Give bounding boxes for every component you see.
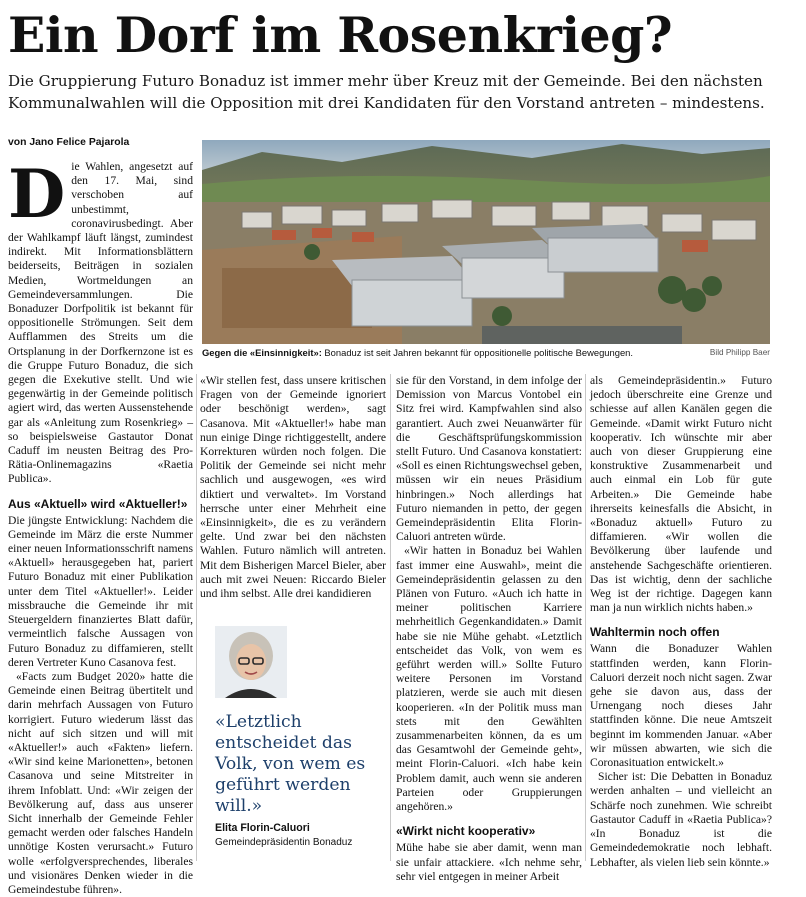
column-3-paragraph-1: sie für den Vorstand, in dem infolge der Demission von Marcus Vontobel ein Sitz frei wird. Kampfwahlen sind also garantiert. Auch zwei Neuanwärter für die Geschäftsprüfungskommission stellt Futuro. Und Casanova konstatiert: «Soll es einen Richtungswechsel geben, müssen wir ein neues Präsidium hinbringen.» Noch allerdings hat Futuro niemanden in petto, der gegen Gemeindepräsidentin Elita Florin-Caluori antreten würde. — [396, 374, 582, 544]
column-1-paragraph-1-text: ie Wahlen, angesetzt auf den 17. Mai, sind verschoben auf unbestimmt, coronavirusbedingt. Aber der Wahlkampf läuft längst, zumindest indirekt. Mit Informationsblättern beiderseits, Beiträgen in sozialen Medien, Wortmeldungen an Gemeindeversammlungen. Die Bonaduzer Dorfpolitik ist bekannt für oppositionelle Strömungen. Seit dem Aufflammen des Streits um die Ortsplanung in der Dorfkernzone ist es die Gruppe Futuro Bonaduz, die sich gegen die Exekutive stellt. Und wie gegenwärtig in der Gemeinde politisch agiert wird, das werten Aussenstehende gar als «Anleitung zum Rosenkrieg» – so beispielsweise Gastautor Donat Caduff im neusten Beitrag des Pro-Rätia-Onlinemagazins «Raetia Publica». — [8, 160, 193, 486]
column-divider — [585, 374, 586, 861]
column-4-paragraph-1: als Gemeindepräsidentin.» Futuro jedoch überschreite eine Grenze und schiesse auf allen Kanälen gegen die Gemeinde. «Damit wirkt Futuro nicht kooperativ. Ich wünschte mir aber auch von dieser Gruppierung eine konstruktive Zusammenarbeit und auch einmal ein Lob für gute Arbeiten.» Die Gemeinde habe ihrerseits keinesfalls die Absicht, in «Bonaduz aktuell» Futuro zu diffamieren. «Wir wollen die Bevölkerung über laufende und anstehende Sachgeschäfte orientieren. Das ist wichtig, denn der sachliche Weg ist der richtige. Dagegen kann man ja nun wirklich nichts haben.» — [590, 374, 772, 615]
photo-credit: Bild Philipp Baer — [709, 348, 770, 357]
photo-caption-text: Bonaduz ist seit Jahren bekannt für oppositionelle politische Bewegungen. — [321, 347, 633, 358]
village-aerial-photo — [202, 140, 770, 344]
column-3-paragraph-2: «Wir hatten in Bonaduz bei Wahlen fast immer eine Auswahl», meint die Gemeindepräsidentin gelassen zu den Plänen von Futuro. «Auch ich hatte in meiner politischen Karriere mehrheitlich Gegenkandidaten.» Damit habe sie nie Mühe gehabt. «Letztlich entscheidet das Volk, von wem es geführt werden will.» Sollte Futuro weitere Personen im Vorstand platzieren, werde sie auch mit diesen kooperieren. «In der Politik muss man stets mit den Gewählten zusammenarbeiten können, da es um das Gesamtwohl der Gemeinde geht», meint Florin-Caluori. «Ich habe kein Problem damit, auch wenn sie anderen Parteien oder Gruppierungen angehören.» — [396, 544, 582, 814]
lead-paragraph: Die Gruppierung Futuro Bonaduz ist immer mehr über Kreuz mit der Gemeinde. Bei den nächsten Kommunalwahlen will die Opposition mit drei Kandidaten für den Vorstand antreten – mindestens. — [8, 72, 765, 112]
article-column-3 — [396, 374, 582, 883]
photo-caption-bold: Gegen die «Einsinnigkeit»: — [202, 347, 322, 358]
quote-author: Elita Florin-Caluori — [215, 822, 310, 834]
author-portrait — [215, 626, 287, 698]
subheading-aktuell: Aus «Aktuell» wird «Aktueller!» — [8, 496, 188, 511]
column-divider — [390, 374, 391, 861]
subheading-wahltermin: Wahltermin noch offen — [590, 625, 720, 640]
column-1-paragraph-3: «Facts zum Budget 2020» hatte die Gemeinde einen Beitrag übertitelt und darin mehrfach Aussagen von Futuro korrigiert. Futuro wiederum lässt das nicht auf sich sitzen und will mit «Aktueller!» auch «Fakten» liefern. «Wir sind keine Marionetten», betonen Casanova und seine Mitstreiter in ihrem Infoblatt. Und: «Wir zeigen der Bevölkerung auf, dass aus unserer Sicht innerhalb der Gemeinde Fehler gemacht werden oder falsches Handeln unnötige Kosten verursacht.» Futuro wolle «erfolgversprechendes, liberales und visionäres Denken wieder in die Gemeindestube führen». — [8, 669, 193, 896]
article-column-2 — [200, 374, 386, 618]
article-column-4 — [590, 374, 772, 869]
quote-author-role: Gemeindepräsidentin Bonaduz — [215, 837, 353, 848]
column-2-paragraph-1: «Wir stellen fest, dass unsere kritischen Fragen von der Gemeinde ignoriert oder beschönigt werden», sagt Casanova. Mit «Aktueller!» habe man nun einige Dinge richtiggestellt, andere Korrekturen würden noch folgen. Die Politik der Gemeinde sei nicht mehr sachlich und ausgewogen, «es wird diktiert und verwaltet». Im Vorstand herrsche unter einer Mehrheit eine «Einsinnigkeit», die es zu verändern gelte. Und zwar bei den nächsten Wahlen. Futuro nämlich will antreten. Mit dem Bisherigen Marcel Bieler, aber auch mit zwei Neuen: Riccardo Bieler und ihm selbst. Alle drei kandidieren — [200, 374, 386, 601]
column-4-paragraph-3: Sicher ist: Die Debatten in Bonaduz werden anhalten – und vielleicht an Schärfe noch zunehmen. Wie schreibt Gastautor Caduff in «Raetia Publica»? «In Bonaduz ist die Gemeindedemokratie noch lebhaft. Lebhafter, als vielen lieb sein könnte.» — [590, 770, 772, 869]
headline: Ein Dorf im Rosenkrieg? — [8, 6, 673, 64]
photo-caption — [202, 347, 672, 359]
drop-cap: D — [8, 155, 66, 233]
column-divider — [196, 374, 197, 861]
byline: von Jano Felice Pajarola — [8, 137, 130, 148]
column-1-paragraph-1 — [8, 155, 193, 487]
pull-quote: «Letztlich entscheidet das Volk, von wem es geführt werden will.» — [215, 712, 366, 816]
column-3-paragraph-3: Mühe habe sie aber damit, wenn man sie unfair attackiere. «Ich nehme sehr, sehr viel entgegen in meiner Arbeit — [396, 841, 582, 883]
subheading-kooperativ: «Wirkt nicht kooperativ» — [396, 824, 536, 839]
article-column-1 — [8, 155, 193, 896]
column-1-paragraph-2: Die jüngste Entwicklung: Nachdem die Gemeinde im März die erste Nummer einer neuen Informationsschrift namens «Aktuell» herausgegeben hat, pariert Futuro Bonaduz mit einer Publikation unter dem Titel «Aktueller!». Leider missbrauche die Gemeinde ihr mit Steuergeldern finanziertes Blatt dafür, vermeintlich falsche Aussagen von Futuro Bonaduz zu diffamieren, stellt deren Vertreter Kuno Casanova fest. — [8, 513, 193, 669]
column-4-paragraph-2: Wann die Bonaduzer Wahlen stattfinden werden, kann Florin-Caluori derzeit noch nicht sagen. Zwar gehe sie davon aus, dass der Urnengang noch dieses Jahr stattfinden könne. Die neue Amtszeit beginnt im kommenden Januar. «Aber wir müssen abwarten, wie sich die Coronasituation entwickelt.» — [590, 642, 772, 770]
